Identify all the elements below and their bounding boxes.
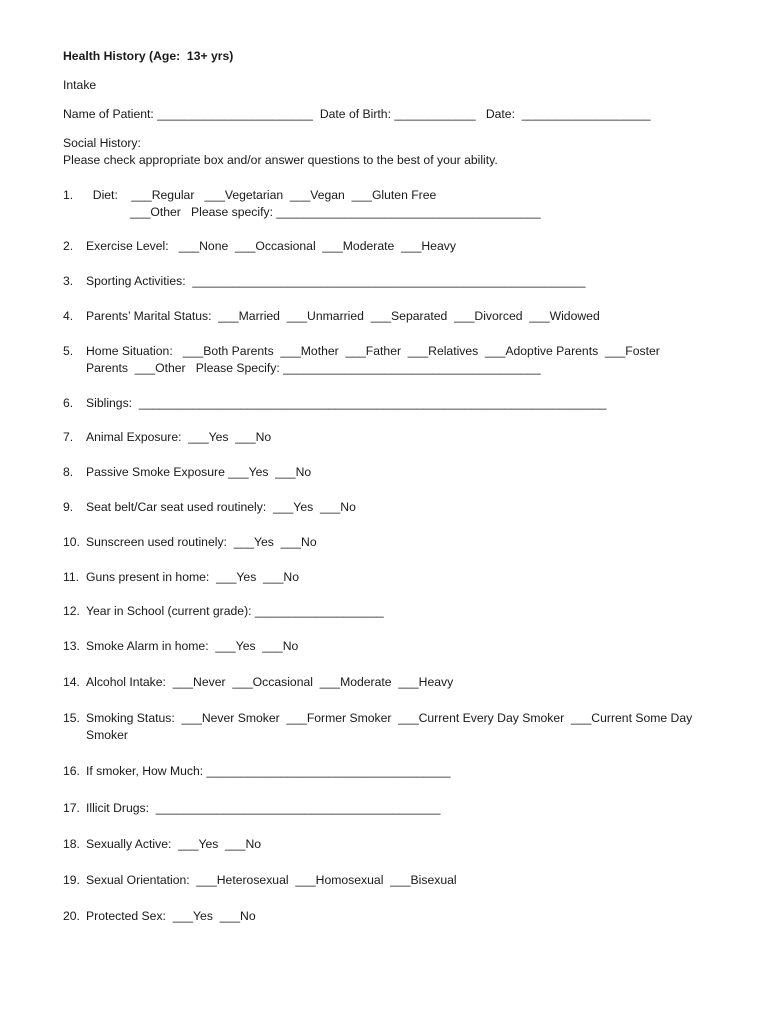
question-5-continued: Parents ___Other Please Specify: ______________________________________ (86, 361, 541, 375)
question-17: 17. Illicit Drugs: __________________________________________ (63, 801, 441, 815)
question-1: 1. Diet: ___Regular ___Vegetarian ___Vegan ___Gluten Free (63, 188, 437, 202)
question-13: 13. Smoke Alarm in home: ___Yes ___No (63, 639, 299, 653)
question-11: 11. Guns present in home: ___Yes ___No (63, 570, 299, 584)
question-2: 2. Exercise Level: ___None ___Occasional ___Moderate ___Heavy (63, 239, 456, 253)
question-14: 14. Alcohol Intake: ___Never ___Occasional ___Moderate ___Heavy (63, 675, 454, 689)
question-3: 3. Sporting Activities: __________________________________________________________ (63, 274, 586, 288)
question-1-continued: ___Other Please specify: _______________________________________ (86, 205, 541, 219)
question-18: 18. Sexually Active: ___Yes ___No (63, 837, 262, 851)
question-7: 7. Animal Exposure: ___Yes ___No (63, 430, 272, 444)
question-10: 10. Sunscreen used routinely: ___Yes ___No (63, 535, 317, 549)
social-history-heading: Social History: (63, 136, 141, 150)
question-8: 8. Passive Smoke Exposure ___Yes ___No (63, 465, 312, 479)
question-6: 6. Siblings: _____________________________________________________________________ (63, 396, 607, 410)
form-title: Health History (Age: 13+ yrs) (63, 49, 234, 63)
form-subtitle: Intake (63, 78, 97, 92)
question-15-continued: Smoker (86, 728, 128, 742)
question-20: 20. Protected Sex: ___Yes ___No (63, 909, 256, 923)
question-5: 5. Home Situation: ___Both Parents ___Mother ___Father ___Relatives ___Adoptive Parents ___Foster (63, 344, 660, 358)
instructions: Please check appropriate box and/or answer questions to the best of your ability. (63, 153, 498, 167)
question-19: 19. Sexual Orientation: ___Heterosexual ___Homosexual ___Bisexual (63, 873, 457, 887)
question-4: 4. Parents’ Marital Status: ___Married ___Unmarried ___Separated ___Divorced ___Widowed (63, 309, 600, 323)
question-12: 12. Year in School (current grade): ___________________ (63, 604, 384, 618)
question-9: 9. Seat belt/Car seat used routinely: ___Yes ___No (63, 500, 356, 514)
patient-info-line: Name of Patient: _______________________ Date of Birth: ____________ Date: ___________________ (63, 107, 651, 121)
question-16: 16. If smoker, How Much: ____________________________________ (63, 764, 451, 778)
question-15: 15. Smoking Status: ___Never Smoker ___Former Smoker ___Current Every Day Smoker ___Current Some Day (63, 711, 693, 725)
